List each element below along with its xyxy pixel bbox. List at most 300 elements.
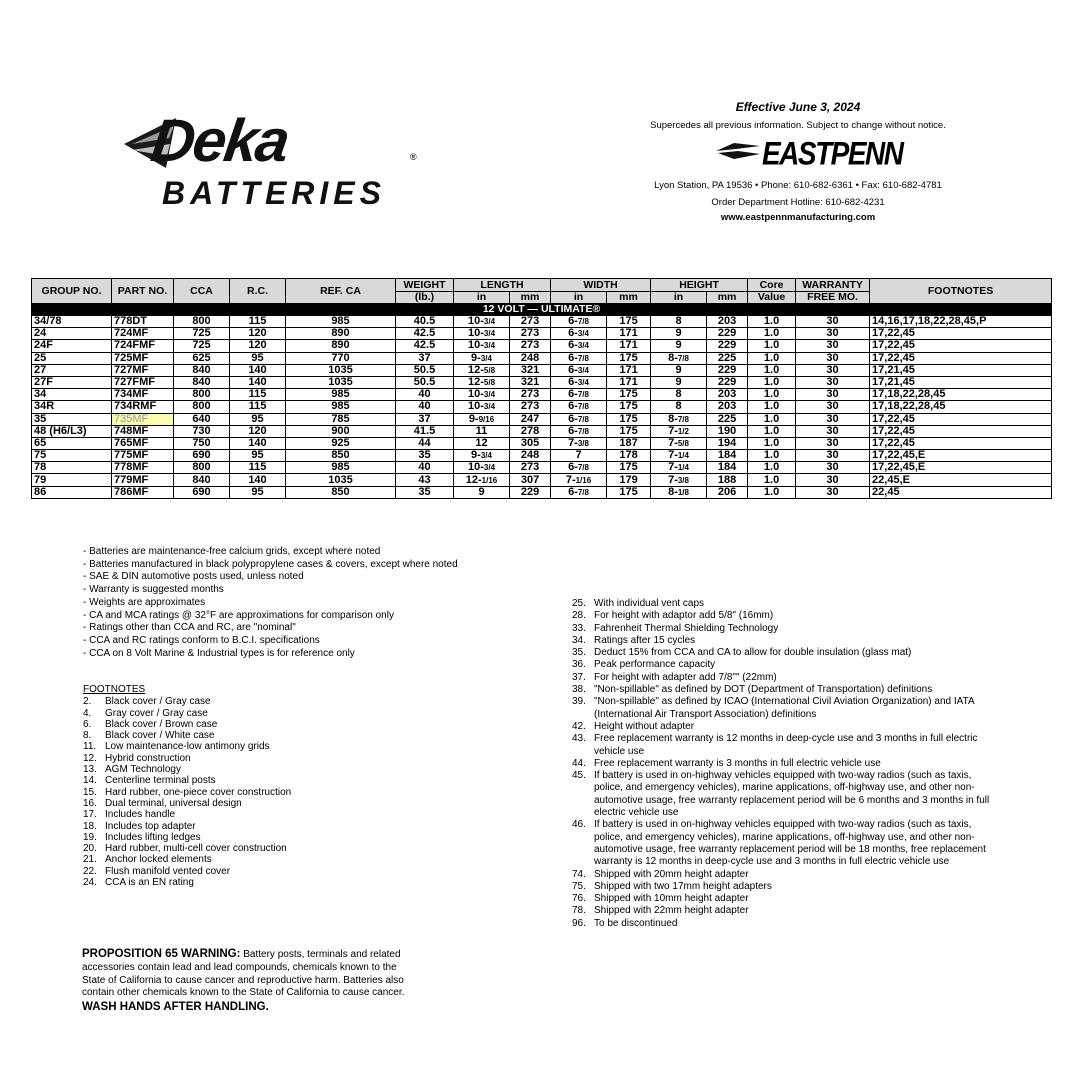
cell-hgt-mm: 184 [707,450,748,462]
cell-footnotes: 14,16,17,18,22,28,45,P [870,316,1052,328]
footnote-number: 28. [572,610,586,622]
cell-core: 1.0 [748,474,796,486]
cell-len-in: 12 [454,437,510,449]
wash-hands-notice: WASH HANDS AFTER HANDLING. [82,1001,269,1014]
cell-len-mm: 273 [510,340,551,352]
footnote-item [83,866,291,877]
cell-footnotes: 22,45 [870,486,1052,498]
cell-footnotes: 17,18,22,28,45 [870,389,1052,401]
table-row [32,364,1052,376]
cell-len-in: 10-3/4 [454,316,510,328]
cell-wid-in: 6-7/8 [551,316,607,328]
cell-wid-mm: 171 [607,364,651,376]
footnote-item [83,877,291,888]
cell-part: 748MF [112,425,174,437]
cell-warranty: 30 [796,389,870,401]
cell-refca: 925 [286,437,396,449]
cell-len-mm: 305 [510,437,551,449]
cell-hgt-mm: 184 [707,462,748,474]
cell-len-mm: 273 [510,401,551,413]
cell-wid-in: 6-7/8 [551,413,607,425]
cell-refca: 985 [286,316,396,328]
footnote-number: 36. [572,659,586,671]
cell-len-in: 10-3/4 [454,340,510,352]
footnote-number: 22. [83,865,97,877]
cell-warranty: 30 [796,486,870,498]
cell-wid-in: 7-1/16 [551,474,607,486]
table-row [32,462,1052,474]
note-line: - SAE & DIN automotive posts used, unless noted [83,571,304,583]
footnote-item [572,610,1002,622]
footnote-text: Peak performance capacity [594,659,716,671]
cell-wid-in: 6-7/8 [551,401,607,413]
cell-len-in: 10-3/4 [454,389,510,401]
footnote-item [83,787,291,798]
footnote-item [83,854,291,865]
footnote-text: Ratings after 15 cycles [594,634,696,646]
cell-footnotes: 17,21,45 [870,364,1052,376]
footnote-number: 44. [572,757,586,769]
cell-len-in: 12-1/16 [454,474,510,486]
col-footnotes: FOOTNOTES [870,279,1052,304]
col-core: Core [748,279,796,292]
footnote-item [83,821,291,832]
note-line: - Weights are approximates [83,596,206,608]
cell-hgt-mm: 229 [707,376,748,388]
cell-core: 1.0 [748,413,796,425]
cell-core: 1.0 [748,425,796,437]
cell-len-in: 9-9/16 [454,413,510,425]
cell-len-in: 11 [454,425,510,437]
cell-core: 1.0 [748,364,796,376]
cell-warranty: 30 [796,462,870,474]
footnote-text: If battery is used in on-highway vehicles equipped with two-way radios (such as taxis, police, and emergency vehicles), marine applications, off-highway use, and other non-automotive usage, free warranty replacement period will be 18 months, free replacement warranty is 12 months in deep-cycle use and 3 months in full electric vehicle use [594,819,986,868]
cell-cca: 800 [174,462,230,474]
footnote-text: Hybrid construction [105,752,191,764]
cell-warranty: 30 [796,437,870,449]
cell-wid-mm: 175 [607,389,651,401]
cell-rc: 115 [230,389,286,401]
footnote-number: 34. [572,634,586,646]
footnote-number: 46. [572,819,586,831]
cell-len-in: 9 [454,486,510,498]
cell-cca: 800 [174,389,230,401]
col-length-in: in [454,292,510,304]
col-length: LENGTH [454,279,551,292]
cell-cca: 840 [174,364,230,376]
cell-core: 1.0 [748,340,796,352]
footnote-item [572,733,1002,758]
cell-wid-mm: 171 [607,340,651,352]
footnote-text: Free replacement warranty is 12 months in deep-cycle use and 3 months in full electric vehicle use [594,733,978,757]
cell-refca: 1035 [286,364,396,376]
cell-rc: 140 [230,474,286,486]
cell-len-in: 10-3/4 [454,401,510,413]
footnote-text: Includes top adapter [105,820,196,832]
battery-spec-table [31,278,1052,499]
footnote-item [572,758,1002,770]
cell-rc: 140 [230,364,286,376]
table-row [32,425,1052,437]
footnote-item [572,869,1002,881]
footnote-item [572,893,1002,905]
cell-wid-in: 6-3/4 [551,364,607,376]
table-row [32,486,1052,498]
footnote-text: For height with adaptor add 5/8" (16mm) [594,610,774,622]
cell-rc: 95 [230,413,286,425]
cell-cca: 840 [174,474,230,486]
cell-refca: 985 [286,389,396,401]
cell-wid-mm: 187 [607,437,651,449]
cell-group: 34R [32,401,112,413]
col-group-no: GROUP NO. [32,279,112,304]
col-ref-ca: REF. CA [286,279,396,304]
cell-warranty: 30 [796,425,870,437]
eastpenn-website[interactable]: www.eastpennmanufacturing.com [720,212,876,223]
table-row [32,413,1052,425]
footnote-item [572,623,1002,635]
footnote-number: 11. [83,741,97,753]
note-line: - CCA and RC ratings conform to B.C.I. specifications [83,634,320,646]
general-notes [83,546,458,660]
cell-weight: 40 [396,389,454,401]
footnote-item [572,684,1002,696]
cell-wid-mm: 178 [607,450,651,462]
footnote-number: 4. [83,707,92,719]
cell-wid-mm: 171 [607,328,651,340]
cell-cca: 750 [174,437,230,449]
cell-warranty: 30 [796,340,870,352]
footnote-item [572,659,1002,671]
cell-weight: 42.5 [396,340,454,352]
prop65-warning [82,948,412,1014]
cell-group: 25 [32,352,112,364]
cell-rc: 95 [230,450,286,462]
cell-wid-in: 6-3/4 [551,340,607,352]
cell-weight: 42.5 [396,328,454,340]
cell-hgt-in: 9 [651,340,707,352]
cell-hgt-mm: 188 [707,474,748,486]
cell-refca: 890 [286,328,396,340]
cell-hgt-mm: 225 [707,413,748,425]
footnote-item [83,764,291,775]
table-row [32,316,1052,328]
footnote-number: 33. [572,622,586,634]
note-line: - Ratings other than CCA and RC, are "nominal" [83,622,296,634]
cell-len-mm: 229 [510,486,551,498]
cell-hgt-in: 8-1/8 [651,486,707,498]
eastpenn-address: Lyon Station, PA 19536 • Phone: 610-682-6361 • Fax: 610-682-4781 [654,180,942,191]
footnote-item [572,721,1002,733]
section-band: 12 VOLT — ULTIMATE® [32,304,1052,316]
cell-core: 1.0 [748,389,796,401]
cell-len-in: 9-3/4 [454,450,510,462]
cell-cca: 800 [174,316,230,328]
cell-part: 786MF [112,486,174,498]
deka-wordmark: Deka [147,107,293,174]
footnote-number: 42. [572,720,586,732]
cell-wid-in: 6-7/8 [551,425,607,437]
cell-cca: 625 [174,352,230,364]
footnote-number: 35. [572,647,586,659]
footnote-text: Shipped with 22mm height adapter [594,905,749,917]
prop65-heading: PROPOSITION 65 WARNING: [82,948,241,960]
footnote-text: "Non-spillable" as defined by DOT (Department of Transportation) definitions [594,684,933,696]
cell-hgt-in: 9 [651,376,707,388]
cell-hgt-mm: 194 [707,437,748,449]
col-rc: R.C. [230,279,286,304]
cell-hgt-in: 8-7/8 [651,352,707,364]
cell-part: 765MF [112,437,174,449]
cell-refca: 770 [286,352,396,364]
cell-weight: 43 [396,474,454,486]
note-line: - Batteries are maintenance-free calcium grids, except where noted [83,546,381,557]
footnote-number: 13. [83,764,97,776]
prop65-body: Battery posts, terminals and related accessories contain lead and lead compounds, chemicals known to the State of California to cause cancer and reproductive harm. Batteries also contain other chemicals known to the State of California to cause cancer. [82,949,405,999]
cell-len-in: 12-5/8 [454,364,510,376]
cell-rc: 140 [230,437,286,449]
cell-group: 27F [32,376,112,388]
cell-part: 778MF [112,462,174,474]
cell-wid-in: 6-7/8 [551,352,607,364]
cell-warranty: 30 [796,413,870,425]
cell-group: 48 (H6/L3) [32,425,112,437]
table-row [32,450,1052,462]
footnote-item [572,918,1002,930]
cell-cca: 690 [174,486,230,498]
cell-cca: 690 [174,450,230,462]
footnote-item [83,719,291,730]
cell-wid-in: 7 [551,450,607,462]
table-row [32,352,1052,364]
footnote-item [572,881,1002,893]
cell-hgt-mm: 229 [707,328,748,340]
footnote-item [572,819,1002,868]
cell-wid-in: 6-7/8 [551,389,607,401]
cell-wid-mm: 175 [607,316,651,328]
footnote-item [83,809,291,820]
col-height: HEIGHT [651,279,748,292]
cell-len-mm: 247 [510,413,551,425]
footnote-number: 96. [572,917,586,929]
cell-core: 1.0 [748,462,796,474]
footnote-number: 25. [572,598,586,609]
footnote-item [572,696,1002,721]
cell-wid-in: 6-7/8 [551,462,607,474]
cell-part: 724FMF [112,340,174,352]
footnote-item [572,672,1002,684]
col-weight: WEIGHT [396,279,454,292]
cell-cca: 725 [174,340,230,352]
cell-group: 65 [32,437,112,449]
footnote-item [83,753,291,764]
footnote-number: 43. [572,733,586,745]
footnote-item [572,770,1002,819]
cell-rc: 120 [230,328,286,340]
cell-len-mm: 273 [510,316,551,328]
footnote-text: To be discontinued [594,917,678,929]
footnote-number: 76. [572,893,586,905]
cell-hgt-mm: 229 [707,340,748,352]
footnote-text: CCA is an EN rating [105,877,194,889]
table-row [32,401,1052,413]
cell-cca: 725 [174,328,230,340]
eastpenn-wordmark: EASTPENN [762,135,903,172]
cell-warranty: 30 [796,364,870,376]
cell-len-in: 10-3/4 [454,328,510,340]
footnote-text: Black cover / White case [105,730,215,742]
cell-rc: 95 [230,352,286,364]
cell-part: 734MF [112,389,174,401]
note-line: - CCA on 8 Volt Marine & Industrial types is for reference only [83,647,355,659]
table-row [32,328,1052,340]
cell-refca: 785 [286,413,396,425]
footnote-item [83,730,291,741]
cell-core: 1.0 [748,376,796,388]
order-hotline: Order Department Hotline: 610-682-4231 [711,197,885,208]
footnote-number: 14. [83,775,97,787]
cell-len-mm: 273 [510,389,551,401]
col-part-no: PART NO. [112,279,174,304]
cell-core: 1.0 [748,486,796,498]
table-row [32,474,1052,486]
cell-len-in: 10-3/4 [454,462,510,474]
eastpenn-swoosh-icon [716,142,760,160]
footnote-text: Hard rubber, one-piece cover construction [105,786,292,798]
cell-hgt-mm: 203 [707,389,748,401]
cell-hgt-in: 8-7/8 [651,413,707,425]
cell-weight: 50.5 [396,376,454,388]
cell-warranty: 30 [796,401,870,413]
cell-hgt-in: 8 [651,316,707,328]
footnote-text: Centerline terminal posts [105,775,216,787]
footnote-text: Deduct 15% from CCA and CA to allow for double insulation (glass mat) [594,647,912,659]
footnote-number: 12. [83,752,97,764]
footnote-text: Shipped with 20mm height adapter [594,868,749,880]
cell-hgt-in: 9 [651,328,707,340]
cell-wid-mm: 175 [607,413,651,425]
footnote-number: 15. [83,786,97,798]
cell-warranty: 30 [796,474,870,486]
col-weight-unit: (lb.) [396,292,454,304]
cell-footnotes: 17,22,45,E [870,450,1052,462]
table-row [32,340,1052,352]
footnote-item [83,798,291,809]
cell-part: 778DT [112,316,174,328]
eastpenn-logo [620,134,976,170]
footnotes-left [83,684,291,888]
cell-weight: 44 [396,437,454,449]
col-width: WIDTH [551,279,651,292]
note-line: - CA and MCA ratings @ 32°F are approximations for comparison only [83,609,394,621]
cell-hgt-in: 7-1/2 [651,425,707,437]
footnote-item [83,832,291,843]
table-row [32,376,1052,388]
footnote-text: Low maintenance-low antimony grids [105,741,270,753]
footnote-text: Includes lifting ledges [105,831,201,843]
footnote-number: 19. [83,831,97,843]
cell-group: 78 [32,462,112,474]
cell-part: 727MF [112,364,174,376]
cell-wid-in: 7-3/8 [551,437,607,449]
footnote-text: Shipped with 10mm height adapter [594,893,749,905]
cell-hgt-in: 7-3/8 [651,474,707,486]
cell-footnotes: 22,45,E [870,474,1052,486]
col-height-mm: mm [707,292,748,304]
cell-wid-mm: 175 [607,401,651,413]
cell-warranty: 30 [796,450,870,462]
cell-wid-mm: 171 [607,376,651,388]
cell-len-in: 12-5/8 [454,376,510,388]
cell-len-mm: 321 [510,364,551,376]
cell-weight: 40.5 [396,316,454,328]
cell-wid-mm: 175 [607,425,651,437]
footnote-number: 38. [572,684,586,696]
cell-core: 1.0 [748,450,796,462]
cell-refca: 1035 [286,474,396,486]
cell-weight: 35 [396,450,454,462]
footnote-item [572,598,1002,610]
cell-warranty: 30 [796,328,870,340]
cell-rc: 120 [230,340,286,352]
footnote-item [572,905,1002,917]
col-core-value: Value [748,292,796,304]
cell-wid-mm: 175 [607,352,651,364]
col-width-mm: mm [607,292,651,304]
cell-warranty: 30 [796,376,870,388]
cell-refca: 985 [286,462,396,474]
cell-footnotes: 17,18,22,28,45 [870,401,1052,413]
cell-rc: 115 [230,462,286,474]
cell-hgt-mm: 225 [707,352,748,364]
cell-hgt-in: 8 [651,389,707,401]
cell-hgt-in: 7-1/4 [651,462,707,474]
cell-core: 1.0 [748,328,796,340]
cell-hgt-in: 9 [651,364,707,376]
cell-cca: 640 [174,413,230,425]
cell-len-mm: 273 [510,462,551,474]
cell-part: 735MF [112,413,174,425]
footnote-number: 16. [83,797,97,809]
footnote-text: "Non-spillable" as defined by ICAO (International Civil Aviation Organization) and IATA (International Air Transport Association) definitions [594,696,975,720]
footnote-number: 39. [572,696,586,708]
cell-rc: 120 [230,425,286,437]
cell-footnotes: 17,22,45 [870,352,1052,364]
cell-hgt-in: 7-5/8 [651,437,707,449]
footnote-text: Shipped with two 17mm height adapters [594,880,772,892]
cell-rc: 115 [230,316,286,328]
cell-core: 1.0 [748,437,796,449]
footnote-item [572,635,1002,647]
footnote-item [83,741,291,752]
cell-footnotes: 17,21,45 [870,376,1052,388]
cell-wid-in: 6-3/4 [551,328,607,340]
footnote-text: Flush manifold vented cover [105,865,231,877]
footnote-text: Hard rubber, multi-cell cover construction [105,843,287,855]
cell-refca: 850 [286,450,396,462]
cell-weight: 37 [396,413,454,425]
footnote-text: For height with adapter add 7/8"" (22mm) [594,671,777,683]
footnote-number: 75. [572,880,586,892]
cell-refca: 850 [286,486,396,498]
cell-rc: 140 [230,376,286,388]
cell-len-in: 9-3/4 [454,352,510,364]
cell-footnotes: 17,22,45 [870,425,1052,437]
footnote-text: Black cover / Gray case [105,696,211,708]
footnote-text: With individual vent caps [594,598,705,609]
footnotes-title: FOOTNOTES [83,684,146,695]
cell-part: 779MF [112,474,174,486]
